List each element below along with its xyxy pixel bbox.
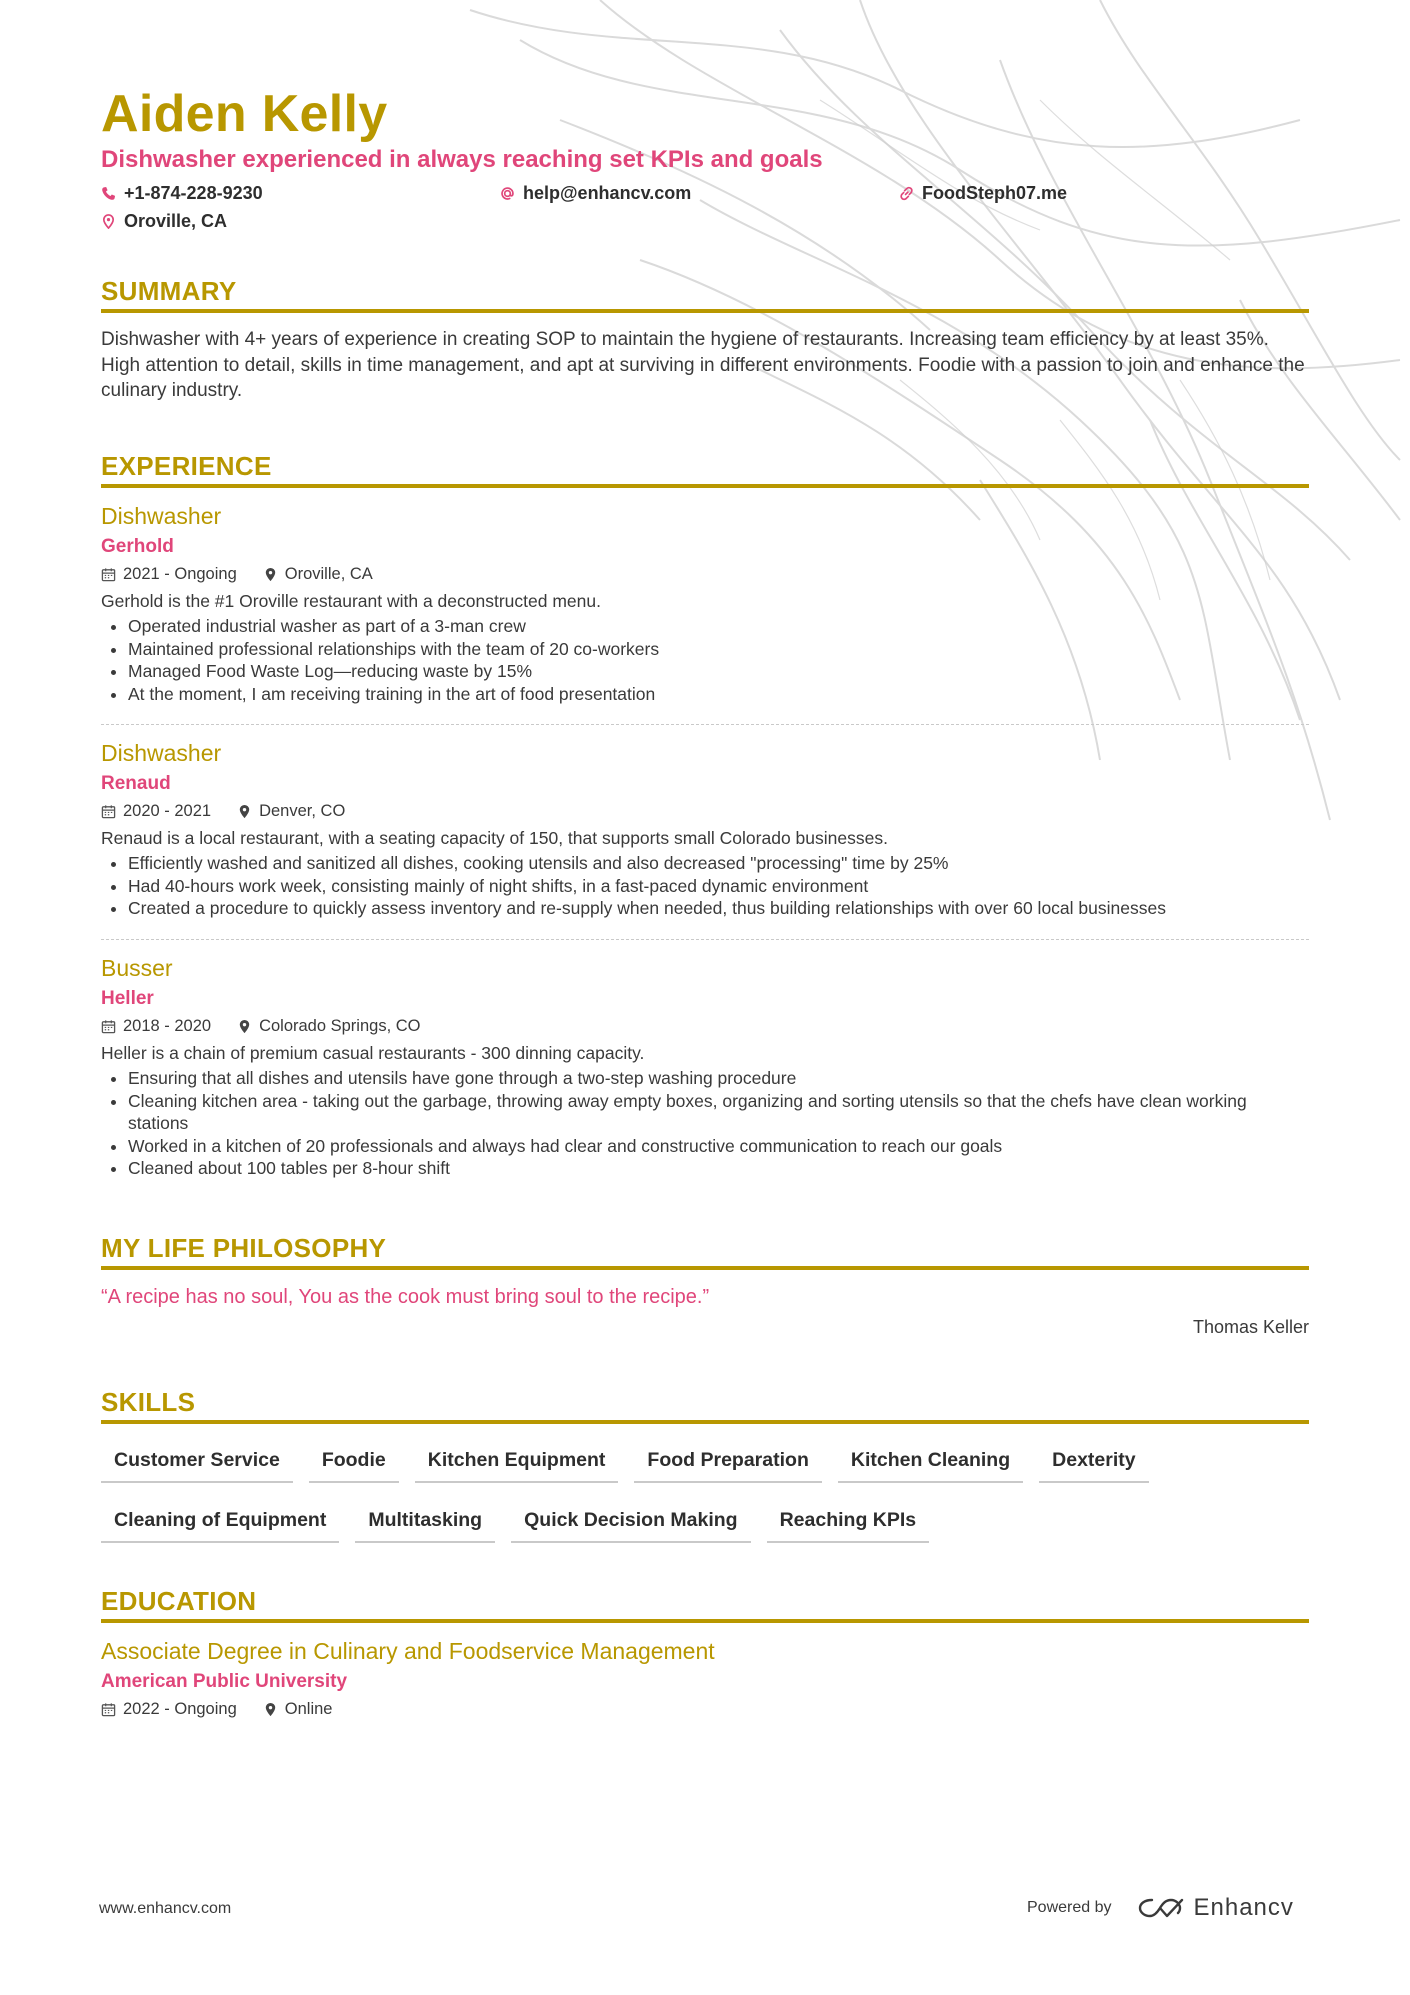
bullet-item: • Maintained professional relationships with the team of 20 co-workers <box>128 638 1309 661</box>
calendar-icon <box>101 1702 116 1717</box>
job-dates: 2021 - Ongoing <box>123 565 237 583</box>
candidate-name: Aiden Kelly <box>101 85 388 143</box>
location-pin-icon <box>237 1019 252 1034</box>
bullet-item: • Operated industrial washer as part of a 3-man crew <box>128 615 1309 638</box>
summary-heading: SUMMARY <box>101 276 1309 313</box>
link-icon <box>899 186 914 201</box>
philosophy-quote: “A recipe has no soul, You as the cook must bring soul to the recipe.” <box>101 1286 710 1308</box>
job-role: Dishwasher <box>101 740 222 766</box>
entry-divider <box>101 939 1309 940</box>
skill-tag: Kitchen Equipment <box>415 1449 619 1483</box>
bullet-item: • Created a procedure to quickly assess inventory and re-supply when needed, thus building relationships with over 60 local businesses <box>128 897 1309 920</box>
bullet-item: • Efficiently washed and sanitized all dishes, cooking utensils and also decreased "processing" time by 25% <box>128 852 1309 875</box>
bullet-item: • Cleaning kitchen area - taking out the garbage, throwing away empty boxes, organizing and sorting utensils so that the chefs have clean working stations <box>128 1090 1309 1135</box>
education-heading: EDUCATION <box>101 1586 1309 1623</box>
skill-tag: Kitchen Cleaning <box>838 1449 1023 1483</box>
entry-divider <box>101 724 1309 725</box>
skill-tag: Foodie <box>309 1449 399 1483</box>
job-meta <box>101 563 1309 585</box>
job-meta <box>101 1015 1309 1037</box>
bullet-item: • Worked in a kitchen of 20 professionals and always had clear and constructive communication to reach our goals <box>128 1135 1309 1158</box>
skills-list <box>101 1449 1309 1569</box>
education-entry <box>101 1636 1309 1720</box>
job-dates: 2020 - 2021 <box>123 802 212 820</box>
experience-heading: EXPERIENCE <box>101 451 1309 488</box>
phone-text: +1-874-228-9230 <box>124 183 263 203</box>
bullet-item: • Ensuring that all dishes and utensils have gone through a two-step washing procedure <box>128 1067 1309 1090</box>
skill-tag: Customer Service <box>101 1449 293 1483</box>
at-icon <box>500 186 515 201</box>
job-company: Gerhold <box>101 536 174 557</box>
enhancv-logo-icon <box>1138 1896 1184 1920</box>
skills-row <box>101 1449 1309 1483</box>
skill-tag: Multitasking <box>355 1509 495 1543</box>
job-company: Heller <box>101 988 154 1009</box>
bullet-item: • Cleaned about 100 tables per 8-hour shift <box>128 1157 1309 1180</box>
job-location: Oroville, CA <box>284 565 373 583</box>
skills-row <box>101 1509 1309 1543</box>
location-pin-icon <box>263 1702 278 1717</box>
experience-entry <box>101 953 1309 1180</box>
email-text: help@enhancv.com <box>523 183 692 203</box>
experience-entry <box>101 738 1309 920</box>
job-location: Colorado Springs, CO <box>259 1017 421 1035</box>
job-description: Gerhold is the #1 Oroville restaurant with a deconstructed menu. <box>101 591 601 611</box>
bullet-item: • Managed Food Waste Log—reducing waste by 15% <box>128 660 1309 683</box>
location-pin-icon <box>237 804 252 819</box>
powered-by-label: Powered by <box>1027 1899 1112 1916</box>
website-contact[interactable] <box>899 183 1067 204</box>
job-role: Busser <box>101 955 173 981</box>
job-description: Renaud is a local restaurant, with a seating capacity of 150, that supports small Colorado businesses. <box>101 828 888 848</box>
location-pin-icon <box>263 567 278 582</box>
tagline: Dishwasher experienced in always reaching set KPIs and goals <box>101 146 823 173</box>
bullet-item: • At the moment, I am receiving training in the art of food presentation <box>128 683 1309 706</box>
education-location: Online <box>284 1700 333 1718</box>
location-text: Oroville, CA <box>124 211 228 231</box>
job-role: Dishwasher <box>101 503 222 529</box>
footer-branding <box>1027 1894 1294 1922</box>
job-bullets <box>101 852 1309 920</box>
location-pin-icon <box>101 214 116 229</box>
job-description: Heller is a chain of premium casual restaurants - 300 dinning capacity. <box>101 1043 645 1063</box>
degree-title: Associate Degree in Culinary and Foodservice Management <box>101 1638 715 1664</box>
education-dates: 2022 - Ongoing <box>123 1700 237 1718</box>
calendar-icon <box>101 1019 116 1034</box>
email-contact[interactable] <box>500 183 691 204</box>
enhancv-logo[interactable] <box>1138 1894 1294 1922</box>
phone-icon <box>101 186 116 201</box>
calendar-icon <box>101 804 116 819</box>
calendar-icon <box>101 567 116 582</box>
skill-tag: Quick Decision Making <box>511 1509 750 1543</box>
phone-contact[interactable] <box>101 183 263 204</box>
skills-heading: SKILLS <box>101 1387 1309 1424</box>
philosophy-heading: MY LIFE PHILOSOPHY <box>101 1233 1309 1270</box>
skill-tag: Dexterity <box>1039 1449 1148 1483</box>
experience-entry <box>101 501 1309 705</box>
location-contact <box>101 211 227 232</box>
quote-author: Thomas Keller <box>1192 1317 1309 1337</box>
education-meta <box>101 1698 1309 1720</box>
job-bullets <box>101 615 1309 705</box>
school-name: American Public University <box>101 1671 348 1692</box>
skill-tag: Reaching KPIs <box>767 1509 930 1543</box>
bullet-item: • Had 40-hours work week, consisting mainly of night shifts, in a fast-paced dynamic environment <box>128 875 1309 898</box>
job-meta <box>101 800 1309 822</box>
job-dates: 2018 - 2020 <box>123 1017 212 1035</box>
brand-name: Enhancv <box>1193 1894 1294 1921</box>
skill-tag: Cleaning of Equipment <box>101 1509 339 1543</box>
website-text: FoodSteph07.me <box>922 183 1068 203</box>
job-company: Renaud <box>101 773 171 794</box>
footer-website[interactable]: www.enhancv.com <box>99 1900 232 1917</box>
skill-tag: Food Preparation <box>634 1449 821 1483</box>
job-bullets <box>101 1067 1309 1180</box>
job-location: Denver, CO <box>259 802 346 820</box>
summary-text: Dishwasher with 4+ years of experience in creating SOP to maintain the hygiene of restaurants. Increasing team efficiency by at least 35%. High attention to detail, skills in time management, and apt at surviving in different environments. Foodie with a passion to join and enhance the culinary industry. <box>101 329 1305 401</box>
